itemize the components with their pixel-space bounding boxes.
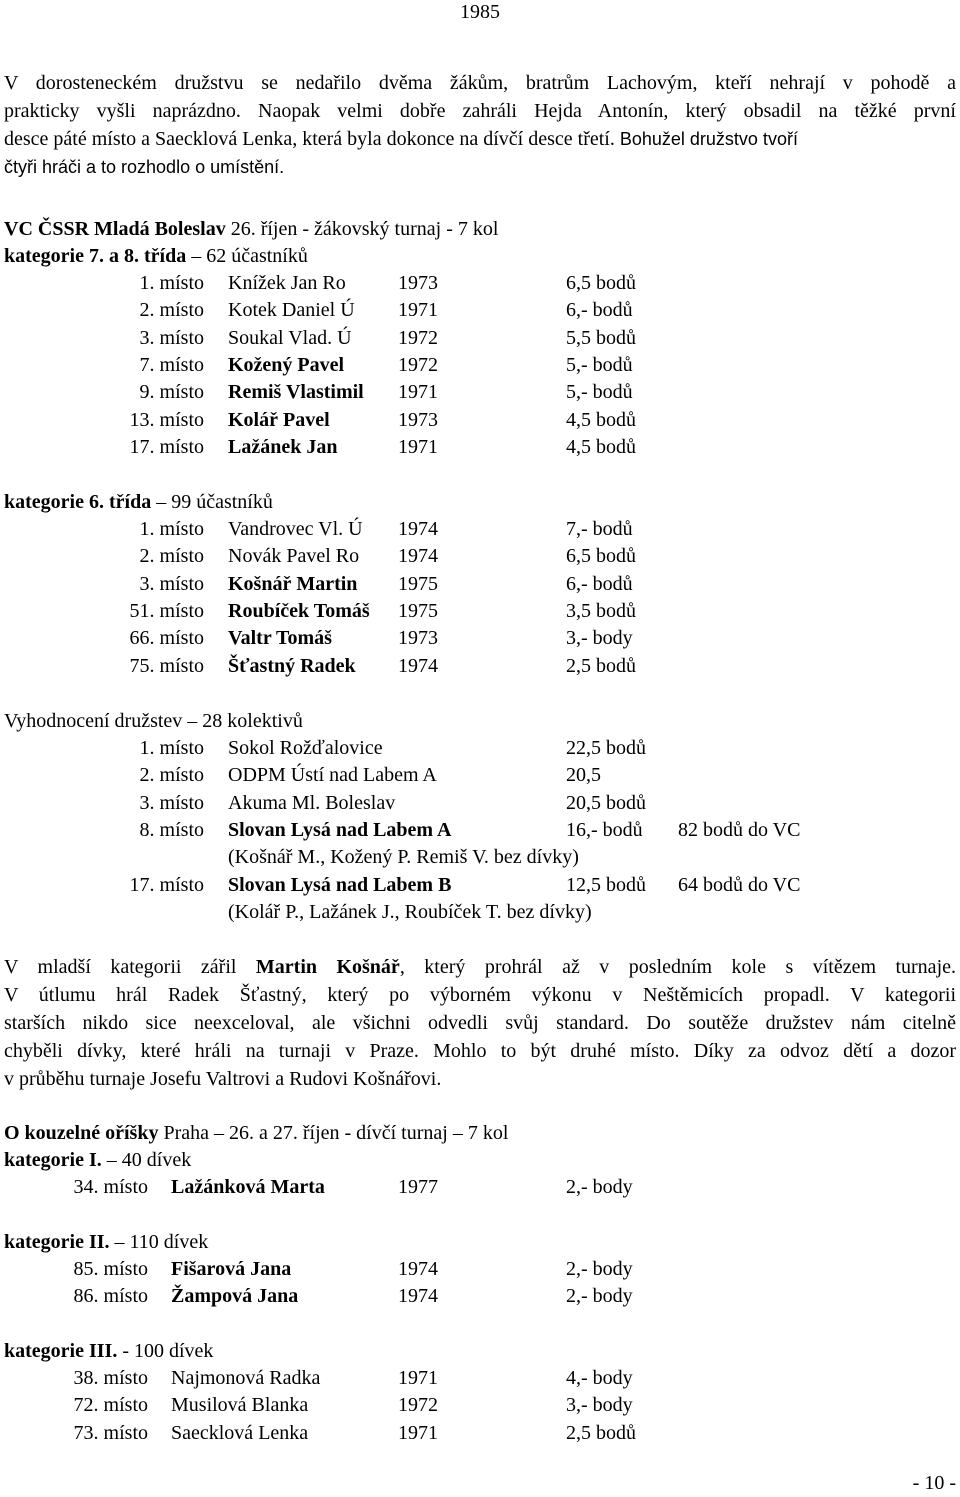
name: Šťastný Radek — [228, 654, 356, 677]
name: Slovan Lysá nad Labem A — [228, 818, 452, 841]
place: 9. místo — [139, 381, 204, 404]
place: 8. místo — [139, 818, 204, 841]
name: (Košnář M., Kožený P. Remiš V. bez dívky) — [228, 846, 579, 869]
result-row — [0, 381, 960, 408]
place: 75. místo — [129, 654, 204, 677]
result-row — [0, 627, 960, 654]
result-row — [0, 436, 960, 463]
tournament-heading — [4, 1122, 508, 1145]
points: 3,5 bodů — [566, 599, 636, 622]
result-row — [0, 354, 960, 381]
name: Knížek Jan Ro — [228, 272, 346, 294]
place: 34. místo — [73, 1176, 148, 1198]
points: 4,5 bodů — [566, 408, 636, 431]
points: 5,- bodů — [566, 381, 633, 404]
place: 2. místo — [139, 545, 204, 568]
points: 4,- body — [566, 1367, 633, 1389]
result-row — [0, 327, 960, 354]
summary-line — [4, 956, 956, 979]
year: 1974 — [398, 1285, 438, 1308]
name: Saecklová Lenka — [171, 1421, 309, 1444]
place: 86. místo — [73, 1285, 148, 1308]
name: Fišarová Jana — [171, 1258, 292, 1280]
points: 2,5 bodů — [566, 1421, 636, 1444]
category-heading — [4, 1231, 208, 1254]
points: 2,- body — [566, 1176, 633, 1198]
points: 12,5 bodů — [566, 873, 646, 896]
category-label: kategorie III. — [4, 1340, 118, 1362]
category-heading — [4, 491, 273, 514]
year: 1977 — [398, 1176, 438, 1198]
points: 22,5 bodů — [566, 737, 646, 759]
team-row — [0, 846, 960, 873]
name: Remiš Vlastimil — [228, 381, 364, 404]
name: Kotek Daniel Ú — [228, 299, 355, 322]
points: 2,- body — [566, 1285, 633, 1308]
team-row — [0, 764, 960, 791]
intro-line — [4, 100, 956, 123]
summary-text: chyběli dívky, které hráli na turnaji v Praze. Mohlo to být druhé místo. Díky za odvoz dětí a dozor — [4, 1040, 956, 1062]
team-row — [0, 819, 960, 846]
name: ODPM Ústí nad Labem A — [228, 764, 437, 787]
result-row — [0, 272, 960, 299]
place: 7. místo — [139, 353, 204, 376]
summary-text: starších nikdo sice neexceloval, ale všichni odvedli svůj standard. Do soutěže družstev nám citelně — [4, 1012, 956, 1034]
year: 1974 — [398, 654, 438, 677]
team-row — [0, 737, 960, 764]
category-label: kategorie I. — [4, 1149, 102, 1171]
result-row — [0, 1422, 960, 1449]
team-row — [0, 874, 960, 901]
summary-text: , který prohrál až v posledním kole s vítězem turnaje. — [399, 956, 956, 978]
name: Slovan Lysá nad Labem B — [228, 873, 452, 896]
result-row — [0, 1176, 960, 1203]
year: 1971 — [398, 1421, 438, 1444]
points: 7,- bodů — [566, 518, 633, 540]
name: Najmonová Radka — [171, 1367, 321, 1389]
place: 3. místo — [139, 326, 204, 349]
summary-highlight: Martin Košnář — [255, 956, 400, 978]
place: 1. místo — [139, 518, 204, 540]
summary-line — [4, 1068, 441, 1091]
year: 1971 — [398, 299, 438, 322]
name: Musilová Blanka — [171, 1394, 309, 1417]
year: 1974 — [398, 545, 438, 568]
summary-text: V útlumu hrál Radek Šťastný, který po výborném výkonu v Neštěmicích propadl. V kategorii — [4, 984, 956, 1006]
summary-line — [4, 1040, 956, 1063]
points: 6,- bodů — [566, 572, 633, 595]
intro-line — [4, 128, 798, 151]
name: Akuma Ml. Boleslav — [228, 791, 396, 814]
category-label: kategorie 7. a 8. třída — [4, 245, 187, 267]
name: (Kolář P., Lažánek J., Roubíček T. bez dívky) — [228, 900, 592, 923]
place: 73. místo — [73, 1421, 148, 1444]
name: Roubíček Tomáš — [228, 599, 370, 622]
tournament-info: 26. říjen - žákovský turnaj - 7 kol — [225, 218, 499, 240]
intro-tail: Bohužel družstvo tvoří — [619, 129, 798, 149]
category-label: kategorie II. — [4, 1231, 110, 1253]
year: 1971 — [398, 1367, 438, 1389]
points: 6,5 bodů — [566, 545, 636, 568]
intro-line — [4, 156, 284, 179]
result-row — [0, 573, 960, 600]
year: 1974 — [398, 518, 438, 540]
points: 16,- bodů — [566, 818, 643, 841]
result-row — [0, 409, 960, 436]
result-row — [0, 299, 960, 326]
team-row — [0, 901, 960, 928]
tournament-name: O kouzelné oříšky — [4, 1122, 159, 1144]
result-row — [0, 1394, 960, 1421]
category-count: – 110 dívek — [109, 1231, 209, 1253]
extra: 64 bodů do VC — [678, 873, 801, 896]
points: 5,- bodů — [566, 353, 633, 376]
name: Kolář Pavel — [228, 408, 330, 431]
year: 1973 — [398, 408, 438, 431]
place: 3. místo — [139, 791, 204, 814]
category-heading — [4, 245, 308, 268]
result-row — [0, 655, 960, 682]
category-count: – 40 dívek — [101, 1149, 192, 1171]
year: 1972 — [398, 326, 438, 349]
points: 20,5 bodů — [566, 791, 646, 814]
points: 6,- bodů — [566, 299, 633, 322]
year: 1971 — [398, 381, 438, 404]
place: 1. místo — [139, 737, 204, 759]
category-heading — [4, 1149, 191, 1172]
points: 3,- body — [566, 1394, 633, 1417]
year: 1975 — [398, 599, 438, 622]
place: 13. místo — [129, 408, 204, 431]
name: Košnář Martin — [228, 572, 358, 595]
result-row — [0, 1285, 960, 1312]
place: 66. místo — [129, 627, 204, 650]
place: 1. místo — [139, 272, 204, 294]
name: Kožený Pavel — [228, 353, 345, 376]
points: 5,5 bodů — [566, 326, 636, 349]
result-row — [0, 1258, 960, 1285]
year: 1973 — [398, 627, 438, 650]
category-label: kategorie 6. třída — [4, 491, 152, 513]
team-row — [0, 792, 960, 819]
intro-text: prakticky vyšli naprázdno. Naopak velmi dobře zahráli Hejda Antonín, který obsadil na těžké první — [4, 100, 956, 122]
year: 1974 — [398, 1258, 438, 1280]
intro-text: V dorosteneckém družstvu se nedařilo dvěma žákům, bratrům Lachovým, kteří nehrají v pohodě a — [4, 72, 956, 94]
result-row — [0, 518, 960, 545]
tournament-venue: VC ČSSR Mladá Boleslav — [4, 218, 226, 240]
page-number: 1985 — [460, 1, 500, 23]
points: 3,- body — [566, 627, 633, 650]
place: 38. místo — [73, 1367, 148, 1389]
intro-text: desce páté místo a Saecklová Lenka, která byla dokonce na dívčí desce třetí. — [4, 128, 615, 150]
name: Sokol Rožďalovice — [228, 737, 383, 759]
place: 17. místo — [129, 873, 204, 896]
name: Vandrovec Vl. Ú — [228, 518, 363, 540]
intro-text: čtyři hráči a to rozhodlo o umístění. — [4, 157, 285, 177]
place: 85. místo — [73, 1258, 148, 1280]
category-count: – 99 účastníků — [151, 491, 273, 513]
points: 2,- body — [566, 1258, 633, 1280]
extra: 82 bodů do VC — [678, 818, 801, 841]
place: 51. místo — [129, 599, 204, 622]
points: 6,5 bodů — [566, 272, 636, 294]
name: Novák Pavel Ro — [228, 545, 360, 568]
name: Lažánková Marta — [171, 1176, 325, 1198]
place: 72. místo — [73, 1394, 148, 1417]
page-footer: - 10 - — [912, 1472, 956, 1494]
result-row — [0, 1367, 960, 1394]
result-row — [0, 545, 960, 572]
place: 2. místo — [139, 299, 204, 322]
name: Lažánek Jan — [228, 435, 338, 458]
tournament-heading — [4, 218, 498, 241]
result-row — [0, 600, 960, 627]
intro-line — [4, 72, 956, 95]
tournament-info: Praha – 26. a 27. říjen - dívčí turnaj – 7 kol — [158, 1122, 509, 1144]
year: 1972 — [398, 353, 438, 376]
category-count: - 100 dívek — [117, 1340, 214, 1362]
year: 1972 — [398, 1394, 438, 1417]
summary-line — [4, 984, 956, 1007]
summary-text: v průběhu turnaje Josefu Valtrovi a Rudovi Košnářovi. — [4, 1068, 442, 1090]
year: 1973 — [398, 272, 438, 294]
place: 17. místo — [129, 435, 204, 458]
name: Valtr Tomáš — [228, 627, 332, 650]
name: Žampová Jana — [171, 1285, 299, 1308]
summary-line — [4, 1012, 956, 1035]
points: 4,5 bodů — [566, 435, 636, 458]
category-count: – 62 účastníků — [186, 245, 308, 267]
teams-heading: Vyhodnocení družstev – 28 kolektivů — [4, 710, 303, 732]
category-heading — [4, 1340, 213, 1363]
year: 1975 — [398, 572, 438, 595]
place: 3. místo — [139, 572, 204, 595]
summary-text: V mladší kategorii zářil — [4, 956, 256, 978]
year: 1971 — [398, 435, 438, 458]
points: 20,5 — [566, 764, 601, 787]
points: 2,5 bodů — [566, 654, 636, 677]
place: 2. místo — [139, 764, 204, 787]
name: Soukal Vlad. Ú — [228, 326, 352, 349]
